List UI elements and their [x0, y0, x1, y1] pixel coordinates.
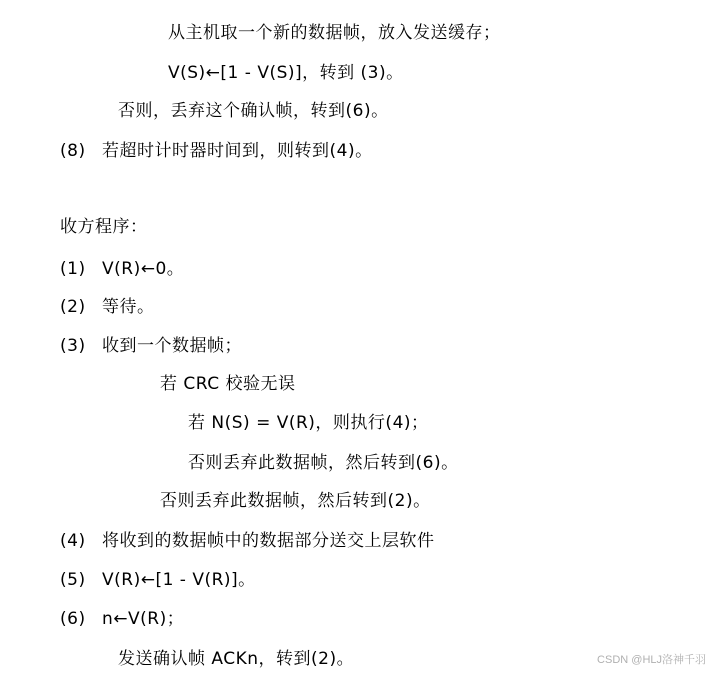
step-text: V(R)←0。	[102, 259, 185, 279]
sender-line-discard-ack: 否则，丢弃这个确认帧，转到(6)。	[118, 101, 389, 121]
receiver-step-6	[60, 608, 184, 630]
step-number: (3)	[60, 336, 86, 356]
receiver-seq-match: 若 N(S) = V(R)，则执行(4)；	[188, 413, 429, 433]
receiver-step-2	[60, 296, 155, 318]
step-number: (4)	[60, 531, 86, 551]
step-number: (1)	[60, 259, 86, 279]
receiver-heading: 收方程序：	[60, 217, 148, 237]
step-text: 等待。	[102, 297, 155, 317]
step-text: 收到一个数据帧；	[102, 336, 242, 356]
step-text: 将收到的数据帧中的数据部分送交上层软件	[102, 531, 435, 551]
receiver-send-ack: 发送确认帧 ACKn，转到(2)。	[118, 649, 355, 669]
step-text: 若超时计时器时间到，则转到(4)。	[102, 141, 373, 161]
step-text: V(R)←[1 - V(R)]。	[102, 570, 256, 590]
step-text: n←V(R)；	[102, 609, 185, 629]
step-number: (2)	[60, 297, 86, 317]
receiver-crc-check: 若 CRC 校验无误	[160, 374, 296, 394]
receiver-step-5	[60, 569, 256, 591]
sender-line-fetch-frame: 从主机取一个新的数据帧，放入发送缓存；	[168, 23, 501, 43]
sender-step-8	[60, 140, 373, 162]
sender-line-toggle-vs: V(S)←[1 - V(S)]，转到 (3)。	[168, 63, 404, 83]
receiver-crc-else: 否则丢弃此数据帧，然后转到(2)。	[160, 491, 431, 511]
step-number: (6)	[60, 609, 86, 629]
step-number: (8)	[60, 141, 86, 161]
receiver-step-3	[60, 335, 242, 357]
receiver-step-4	[60, 530, 435, 552]
receiver-step-1	[60, 258, 184, 280]
csdn-watermark: CSDN @HLJ洛神千羽	[597, 654, 706, 666]
receiver-seq-else: 否则丢弃此数据帧，然后转到(6)。	[188, 453, 459, 473]
step-number: (5)	[60, 570, 86, 590]
